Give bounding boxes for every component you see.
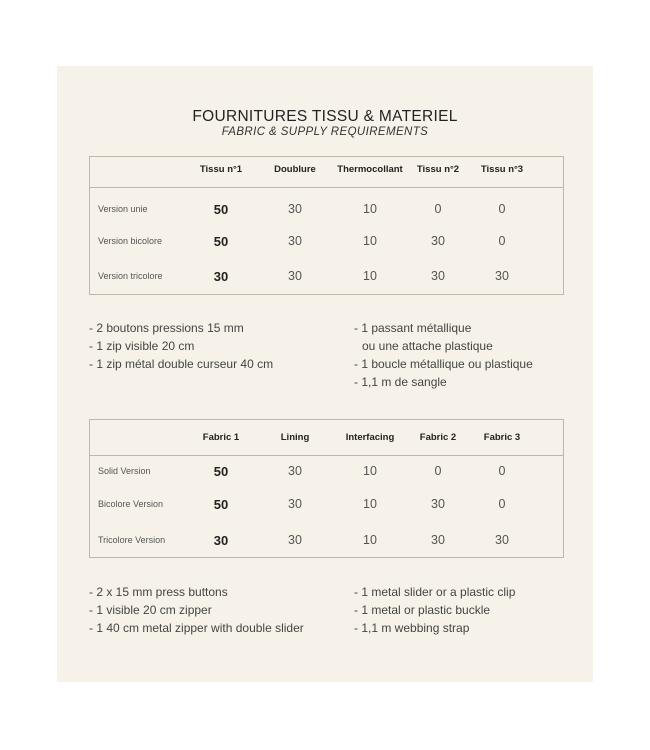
table-cell: 30 bbox=[288, 269, 302, 283]
table-cell: 10 bbox=[363, 234, 377, 248]
supply-list-en-right bbox=[354, 583, 515, 637]
table-cell: 0 bbox=[498, 234, 506, 248]
row-label: Version unie bbox=[98, 204, 148, 214]
fabric-table-fr bbox=[89, 156, 564, 295]
table-cell: 30 bbox=[288, 202, 302, 216]
column-header: Tissu n°2 bbox=[416, 164, 460, 175]
list-item: - 1 zip visible 20 cm bbox=[89, 339, 195, 353]
list-item: - 1 passant métallique bbox=[354, 321, 472, 335]
table-cell: 0 bbox=[434, 202, 442, 216]
column-header: Doublure bbox=[274, 164, 316, 175]
table-cell: 30 bbox=[213, 533, 229, 548]
list-item: ou une attache plastique bbox=[362, 339, 493, 353]
table-cell: 0 bbox=[434, 464, 442, 478]
column-header: Tissu n°3 bbox=[480, 164, 524, 175]
table-cell: 50 bbox=[213, 497, 229, 512]
fabric-table-en bbox=[89, 419, 564, 558]
column-header: Fabric 2 bbox=[419, 432, 457, 443]
table-cell: 30 bbox=[431, 533, 445, 547]
column-header: Thermocollant bbox=[337, 164, 403, 175]
table-cell: 30 bbox=[288, 464, 302, 478]
list-item: - 2 x 15 mm press buttons bbox=[89, 585, 228, 599]
supply-list-en-left bbox=[89, 583, 304, 637]
row-label: Bicolore Version bbox=[98, 499, 164, 509]
table-cell: 10 bbox=[363, 202, 377, 216]
table-cell: 50 bbox=[213, 202, 229, 217]
page-subtitle: FABRIC & SUPPLY REQUIREMENTS bbox=[221, 126, 429, 138]
column-header: Fabric 1 bbox=[202, 432, 240, 443]
table-cell: 30 bbox=[288, 533, 302, 547]
list-item: - 1,1 m webbing strap bbox=[354, 621, 470, 635]
list-item: - 1 metal slider or a plastic clip bbox=[354, 585, 516, 599]
row-label: Version bicolore bbox=[98, 236, 163, 246]
list-item: - 1 visible 20 cm zipper bbox=[89, 603, 212, 617]
requirements-card bbox=[57, 66, 593, 682]
table-cell: 30 bbox=[431, 234, 445, 248]
list-item: - 2 boutons pressions 15 mm bbox=[89, 321, 244, 335]
list-item: - 1,1 m de sangle bbox=[354, 375, 447, 389]
list-item: - 1 boucle métallique ou plastique bbox=[354, 357, 533, 371]
table-cell: 30 bbox=[431, 497, 445, 511]
table-cell: 30 bbox=[288, 497, 302, 511]
row-label: Solid Version bbox=[98, 466, 151, 476]
supply-list-fr-left bbox=[89, 319, 273, 373]
table-cell: 10 bbox=[363, 269, 377, 283]
supply-list-fr-right bbox=[354, 319, 533, 391]
list-item: - 1 metal or plastic buckle bbox=[354, 603, 491, 617]
table-cell: 50 bbox=[213, 234, 229, 249]
column-header: Fabric 3 bbox=[483, 432, 521, 443]
table-cell: 0 bbox=[498, 464, 506, 478]
table-cell: 0 bbox=[498, 497, 506, 511]
table-cell: 10 bbox=[363, 464, 377, 478]
table-cell: 30 bbox=[288, 234, 302, 248]
column-header: Interfacing bbox=[345, 432, 395, 443]
table-cell: 0 bbox=[498, 202, 506, 216]
header-divider bbox=[90, 455, 563, 456]
table-cell: 50 bbox=[213, 464, 229, 479]
list-item: - 1 40 cm metal zipper with double slider bbox=[89, 621, 304, 635]
header-divider bbox=[90, 187, 563, 188]
row-label: Version tricolore bbox=[98, 271, 163, 281]
table-cell: 30 bbox=[495, 533, 509, 547]
table-cell: 30 bbox=[495, 269, 509, 283]
table-cell: 10 bbox=[363, 497, 377, 511]
list-item: - 1 zip métal double curseur 40 cm bbox=[89, 357, 274, 371]
table-cell: 30 bbox=[213, 269, 229, 284]
table-cell: 30 bbox=[431, 269, 445, 283]
column-header: Lining bbox=[280, 432, 310, 443]
column-header: Tissu n°1 bbox=[199, 164, 243, 175]
row-label: Tricolore Version bbox=[98, 535, 166, 545]
table-cell: 10 bbox=[363, 533, 377, 547]
page-title: FOURNITURES TISSU & MATERIEL bbox=[192, 108, 458, 125]
